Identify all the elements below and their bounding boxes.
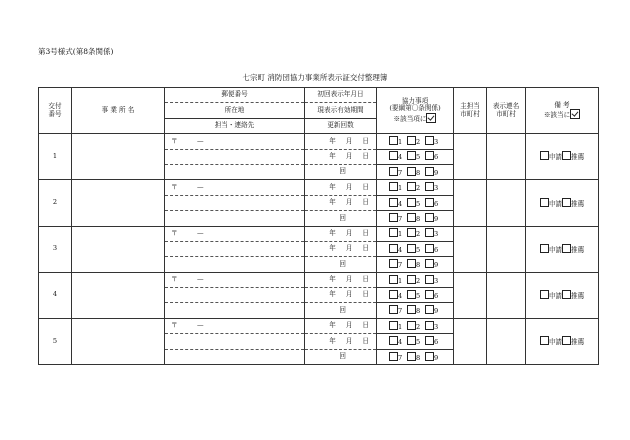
times-label: 回 (339, 352, 346, 361)
renewal-count-cell[interactable] (305, 349, 377, 364)
header-coop-line2: (要綱第〇条関係) (389, 104, 441, 113)
checkbox-icon[interactable] (540, 244, 549, 253)
main-city-cell[interactable] (454, 272, 487, 318)
apply-label: 申請 (548, 338, 562, 347)
checkmark-box-icon (570, 109, 580, 119)
cooperation-options-row1[interactable] (377, 134, 454, 149)
checkbox-icon[interactable] (425, 213, 434, 222)
year-label: 年 (329, 228, 336, 237)
header-main-city-line1: 主担当 (460, 102, 480, 110)
checkbox-icon[interactable] (562, 336, 571, 345)
checkbox-icon[interactable] (540, 198, 549, 207)
cooperation-options-row2[interactable] (377, 241, 454, 256)
header-postal-code: 郵便番号 (165, 88, 305, 103)
header-display-city-line1: 表示連名 (492, 102, 520, 110)
header-address: 所在地 (165, 103, 305, 118)
remarks-cell[interactable] (526, 134, 599, 180)
checkbox-icon[interactable] (389, 321, 398, 330)
checkbox-icon[interactable] (540, 151, 549, 160)
month-label: 月 (345, 275, 353, 284)
day-label: 日 (362, 336, 369, 345)
checkbox-icon[interactable] (425, 336, 434, 345)
checkbox-icon[interactable] (389, 259, 398, 268)
renewal-count-cell[interactable] (305, 257, 377, 272)
row-number: 4 (39, 272, 72, 318)
cooperation-options-row2[interactable] (377, 334, 454, 349)
checkbox-icon[interactable] (425, 290, 434, 299)
header-valid-period: 現表示有効期間 (305, 103, 377, 118)
month-label: 月 (345, 182, 353, 191)
option-label: 9 (434, 353, 439, 362)
option-label: 4 (398, 153, 403, 162)
header-coop-line1: 協力事項 (401, 96, 429, 105)
option-label: 5 (416, 153, 421, 162)
option-label: 7 (398, 353, 403, 362)
postal-code-cell[interactable] (165, 226, 305, 241)
checkbox-icon[interactable] (562, 198, 571, 207)
contact-cell[interactable] (165, 303, 305, 318)
contact-cell[interactable] (165, 211, 305, 226)
form-number: 第3号様式(第8条関係) (38, 47, 114, 56)
address-cell[interactable] (165, 241, 305, 256)
apply-label: 申請 (548, 199, 562, 208)
year-label: 年 (329, 321, 336, 330)
year-label: 年 (329, 151, 336, 160)
option-label: 6 (434, 338, 439, 347)
month-label: 月 (345, 198, 353, 207)
checkbox-icon[interactable] (425, 167, 434, 176)
option-label: 3 (434, 230, 439, 239)
register-rows (39, 134, 599, 365)
postal-code-cell[interactable] (165, 180, 305, 195)
option-label: 5 (416, 245, 421, 254)
checkbox-icon[interactable] (389, 290, 398, 299)
apply-label: 申請 (548, 291, 562, 300)
option-label: 2 (416, 138, 421, 147)
option-label: 3 (434, 138, 439, 147)
cooperation-options-row1[interactable] (377, 272, 454, 287)
option-label: 2 (416, 322, 421, 331)
year-label: 年 (329, 336, 336, 345)
day-label: 日 (362, 198, 369, 207)
option-label: 2 (416, 276, 421, 285)
checkbox-icon[interactable] (407, 259, 416, 268)
checkbox-icon[interactable] (425, 228, 434, 237)
option-label: 8 (416, 307, 421, 316)
display-city-cell[interactable] (487, 226, 526, 272)
header-main-city-line2: 市町村 (460, 109, 480, 118)
option-label: 1 (398, 276, 403, 285)
recommend-label: 推薦 (571, 338, 585, 347)
cooperation-options-row2[interactable] (377, 195, 454, 210)
option-label: 8 (416, 261, 421, 270)
option-label: 7 (398, 215, 403, 224)
display-city-cell[interactable] (487, 272, 526, 318)
postal-code-cell[interactable] (165, 272, 305, 287)
year-label: 年 (329, 182, 336, 191)
cooperation-options-row3[interactable] (377, 349, 454, 364)
business-name-cell[interactable] (72, 226, 165, 272)
display-city-cell[interactable] (487, 180, 526, 226)
address-cell[interactable] (165, 195, 305, 210)
checkbox-icon[interactable] (389, 305, 398, 314)
first-date-cell[interactable] (305, 272, 377, 287)
recommend-label: 推薦 (571, 153, 585, 162)
checkbox-icon[interactable] (389, 198, 398, 207)
option-label: 1 (398, 230, 403, 239)
contact-cell[interactable] (165, 164, 305, 179)
first-date-cell[interactable] (305, 226, 377, 241)
postal-mark: 〒 (171, 136, 178, 145)
month-label: 月 (345, 244, 353, 253)
option-label: 7 (398, 168, 403, 177)
business-name-cell[interactable] (72, 318, 165, 364)
header-display-city-line2: 市町村 (496, 109, 516, 118)
business-name-cell[interactable] (72, 272, 165, 318)
remarks-cell[interactable] (526, 180, 599, 226)
checkbox-icon[interactable] (407, 151, 416, 160)
recommend-label: 推薦 (571, 245, 585, 254)
postal-code-cell[interactable] (165, 134, 305, 149)
remarks-cell[interactable] (526, 226, 599, 272)
checkbox-icon[interactable] (407, 352, 416, 361)
business-name-cell[interactable] (72, 134, 165, 180)
checkbox-icon[interactable] (562, 244, 571, 253)
checkbox-icon[interactable] (389, 167, 398, 176)
option-label: 1 (398, 138, 403, 147)
month-label: 月 (345, 336, 353, 345)
cooperation-options-row3[interactable] (377, 303, 454, 318)
valid-period-cell[interactable] (305, 288, 377, 303)
header-remarks-line1: 備 考 (554, 100, 570, 109)
valid-period-cell[interactable] (305, 149, 377, 164)
register-table (38, 87, 599, 365)
option-label: 3 (434, 184, 439, 193)
header-cooperation (377, 88, 454, 134)
row-number: 5 (39, 318, 72, 364)
checkbox-icon[interactable] (389, 136, 398, 145)
option-label: 4 (398, 245, 403, 254)
day-label: 日 (362, 151, 369, 160)
checkbox-icon[interactable] (425, 198, 434, 207)
option-label: 3 (434, 276, 439, 285)
year-label: 年 (329, 244, 336, 253)
first-date-cell[interactable] (305, 134, 377, 149)
address-cell[interactable] (165, 288, 305, 303)
checkbox-icon[interactable] (407, 321, 416, 330)
valid-period-cell[interactable] (305, 334, 377, 349)
checkbox-icon[interactable] (425, 321, 434, 330)
display-city-cell[interactable] (487, 134, 526, 180)
day-label: 日 (362, 321, 369, 330)
header-no (39, 88, 72, 134)
apply-label: 申請 (548, 245, 562, 254)
header-coop-line3: ※該当項に (393, 114, 427, 123)
cooperation-options-row1[interactable] (377, 180, 454, 195)
checkbox-icon[interactable] (425, 151, 434, 160)
apply-label: 申請 (548, 153, 562, 162)
checkbox-icon[interactable] (425, 352, 434, 361)
checkbox-icon[interactable] (425, 305, 434, 314)
row-number: 3 (39, 226, 72, 272)
checkbox-icon[interactable] (540, 336, 549, 345)
checkbox-icon[interactable] (407, 136, 416, 145)
option-label: 7 (398, 261, 403, 270)
times-label: 回 (339, 305, 346, 314)
checkbox-icon[interactable] (389, 151, 398, 160)
month-label: 月 (345, 228, 353, 237)
first-date-cell[interactable] (305, 180, 377, 195)
day-label: 日 (362, 228, 369, 237)
row-number: 2 (39, 180, 72, 226)
checkbox-icon[interactable] (389, 336, 398, 345)
checkbox-icon[interactable] (425, 244, 434, 253)
cooperation-options-row3[interactable] (377, 257, 454, 272)
day-label: 日 (362, 244, 369, 253)
times-label: 回 (339, 259, 346, 268)
contact-cell[interactable] (165, 349, 305, 364)
checkbox-icon[interactable] (425, 259, 434, 268)
postal-mark: 〒 (171, 321, 178, 330)
header-renewals: 更新回数 (305, 118, 377, 133)
option-label: 8 (416, 353, 421, 362)
option-label: 9 (434, 261, 439, 270)
option-label: 6 (434, 291, 439, 300)
cooperation-options-row2[interactable] (377, 149, 454, 164)
option-label: 8 (416, 168, 421, 177)
option-label: 6 (434, 153, 439, 162)
month-label: 月 (345, 151, 353, 160)
checkbox-icon[interactable] (425, 136, 434, 145)
option-label: 8 (416, 215, 421, 224)
first-date-cell[interactable] (305, 318, 377, 333)
business-name-cell[interactable] (72, 180, 165, 226)
header-first-date: 初回表示年月日 (305, 88, 377, 103)
postal-dash: — (197, 321, 204, 330)
checkbox-icon[interactable] (389, 275, 398, 284)
main-city-cell[interactable] (454, 226, 487, 272)
month-label: 月 (345, 136, 353, 145)
option-label: 9 (434, 307, 439, 316)
header-display-city (487, 88, 526, 134)
renewal-count-cell[interactable] (305, 211, 377, 226)
checkbox-icon[interactable] (389, 228, 398, 237)
day-label: 日 (362, 182, 369, 191)
checkbox-icon[interactable] (562, 151, 571, 160)
header-main-city (454, 88, 487, 134)
postal-mark: 〒 (171, 275, 178, 284)
option-label: 4 (398, 199, 403, 208)
option-label: 5 (416, 338, 421, 347)
checkbox-icon[interactable] (407, 290, 416, 299)
main-city-cell[interactable] (454, 180, 487, 226)
checkbox-icon[interactable] (407, 228, 416, 237)
month-label: 月 (345, 290, 353, 299)
renewal-count-cell[interactable] (305, 164, 377, 179)
year-label: 年 (329, 290, 336, 299)
main-city-cell[interactable] (454, 134, 487, 180)
postal-dash: — (197, 136, 204, 145)
row-number: 1 (39, 134, 72, 180)
option-label: 5 (416, 199, 421, 208)
option-label: 3 (434, 322, 439, 331)
address-cell[interactable] (165, 334, 305, 349)
remarks-cell[interactable] (526, 272, 599, 318)
checkbox-icon[interactable] (562, 290, 571, 299)
checkbox-icon[interactable] (407, 305, 416, 314)
option-label: 4 (398, 338, 403, 347)
postal-dash: — (197, 228, 204, 237)
checkbox-icon[interactable] (407, 213, 416, 222)
option-label: 5 (416, 291, 421, 300)
postal-dash: — (197, 275, 204, 284)
checkbox-icon[interactable] (407, 244, 416, 253)
checkmark-box-icon (426, 113, 436, 123)
valid-period-cell[interactable] (305, 241, 377, 256)
header-remarks-line2: ※該当に (543, 111, 571, 120)
main-city-cell[interactable] (454, 318, 487, 364)
option-label: 7 (398, 307, 403, 316)
checkbox-icon[interactable] (407, 182, 416, 191)
day-label: 日 (362, 136, 369, 145)
option-label: 6 (434, 199, 439, 208)
checkbox-icon[interactable] (389, 182, 398, 191)
checkbox-icon[interactable] (425, 275, 434, 284)
checkbox-icon[interactable] (407, 167, 416, 176)
option-label: 2 (416, 230, 421, 239)
cooperation-options-row3[interactable] (377, 164, 454, 179)
month-label: 月 (345, 321, 353, 330)
header-no-line1: 交付 (48, 102, 62, 110)
cooperation-options-row3[interactable] (377, 211, 454, 226)
option-label: 6 (434, 245, 439, 254)
cooperation-options-row1[interactable] (377, 226, 454, 241)
postal-mark: 〒 (171, 182, 178, 191)
option-label: 1 (398, 322, 403, 331)
display-city-cell[interactable] (487, 318, 526, 364)
option-label: 1 (398, 184, 403, 193)
year-label: 年 (329, 198, 336, 207)
checkbox-icon[interactable] (407, 336, 416, 345)
recommend-label: 推薦 (571, 291, 585, 300)
checkbox-icon[interactable] (425, 182, 434, 191)
header-business-name: 事 業 所 名 (72, 88, 165, 134)
document-title: 七宗町 消防団協力事業所表示証交付整理簿 (242, 73, 388, 82)
checkbox-icon[interactable] (389, 352, 398, 361)
contact-cell[interactable] (165, 257, 305, 272)
remarks-cell[interactable] (526, 318, 599, 364)
cooperation-options-row1[interactable] (377, 318, 454, 333)
checkbox-icon[interactable] (407, 198, 416, 207)
address-cell[interactable] (165, 149, 305, 164)
postal-dash: — (197, 182, 204, 191)
checkbox-icon[interactable] (407, 275, 416, 284)
valid-period-cell[interactable] (305, 195, 377, 210)
renewal-count-cell[interactable] (305, 303, 377, 318)
postal-mark: 〒 (171, 228, 178, 237)
postal-code-cell[interactable] (165, 318, 305, 333)
header-contact: 担当・連絡先 (165, 118, 305, 133)
cooperation-options-row2[interactable] (377, 288, 454, 303)
option-label: 2 (416, 184, 421, 193)
day-label: 日 (362, 275, 369, 284)
option-label: 9 (434, 168, 439, 177)
checkbox-icon[interactable] (389, 213, 398, 222)
checkbox-icon[interactable] (540, 290, 549, 299)
option-label: 4 (398, 291, 403, 300)
header-remarks (526, 88, 599, 134)
day-label: 日 (362, 290, 369, 299)
recommend-label: 推薦 (571, 199, 585, 208)
year-label: 年 (329, 275, 336, 284)
year-label: 年 (329, 136, 336, 145)
checkbox-icon[interactable] (389, 244, 398, 253)
header-no-line2: 番号 (48, 109, 62, 118)
times-label: 回 (339, 213, 346, 222)
times-label: 回 (339, 167, 346, 176)
option-label: 9 (434, 215, 439, 224)
